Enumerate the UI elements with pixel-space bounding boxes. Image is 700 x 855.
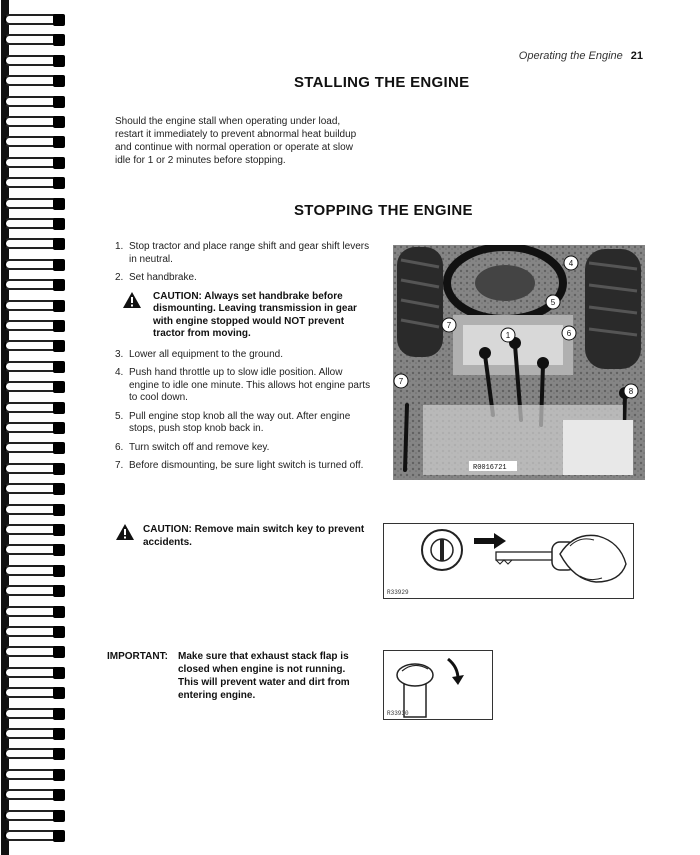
step-text: Lower all equipment to the ground. <box>129 348 283 360</box>
binding-coil <box>4 504 68 516</box>
punch-hole <box>53 198 65 210</box>
header-section: Operating the Engine <box>518 50 623 62</box>
callout-label: 1 <box>505 331 511 340</box>
exhaust-flap-illustration <box>384 651 492 719</box>
punch-hole <box>53 463 65 475</box>
binding-coil <box>4 769 68 781</box>
punch-hole <box>53 708 65 720</box>
callout-label: 7 <box>446 321 452 330</box>
binding-coil <box>4 361 68 373</box>
punch-hole <box>53 300 65 312</box>
running-header <box>519 50 643 62</box>
caution-text: CAUTION: Always set handbrake before dismounting. Leaving transmission in gear with engine stopped would NOT prevent tractor from moving. <box>153 290 357 339</box>
step-item <box>115 411 373 436</box>
important-text: Make sure that exhaust stack flap is closed when engine is not running. This will prevent water and dirt from entering engine. <box>178 651 350 701</box>
tractor-illustration <box>393 245 645 480</box>
figure-code: R33930 <box>387 710 409 717</box>
punch-hole <box>53 14 65 26</box>
stalling-paragraph <box>115 115 373 167</box>
punch-hole <box>53 667 65 679</box>
binding-coil <box>4 789 68 801</box>
punch-hole <box>53 34 65 46</box>
punch-hole <box>53 116 65 128</box>
punch-hole <box>53 565 65 577</box>
handbrake-caution <box>115 291 373 341</box>
warning-triangle-icon <box>122 291 142 309</box>
binding-coil <box>4 381 68 393</box>
punch-hole <box>53 361 65 373</box>
binding-coil <box>4 748 68 760</box>
exhaust-flap-figure <box>383 650 493 720</box>
binding-coil <box>4 728 68 740</box>
punch-hole <box>53 55 65 67</box>
callout-label: 6 <box>566 329 572 338</box>
binding-coil <box>4 279 68 291</box>
callout-label: 7 <box>398 377 404 386</box>
binding-coil <box>4 340 68 352</box>
step-item <box>115 272 373 285</box>
punch-hole <box>53 789 65 801</box>
binding-coil <box>4 75 68 87</box>
binding-coil <box>4 157 68 169</box>
step-number: 1. <box>115 241 124 252</box>
key-removal-figure <box>383 523 634 599</box>
binding-coil <box>4 177 68 189</box>
figure-code: R33929 <box>387 589 409 596</box>
punch-hole <box>53 218 65 230</box>
stopping-heading: STOPPING THE ENGINE <box>294 202 473 219</box>
binding-coil <box>4 55 68 67</box>
binding-coil <box>4 606 68 618</box>
binding-coil <box>4 524 68 536</box>
punch-hole <box>53 544 65 556</box>
binding-coil <box>4 687 68 699</box>
spiral-binding <box>0 0 72 855</box>
stalling-line: idle for 1 or 2 minutes before stopping. <box>115 155 286 166</box>
tractor-controls-photo <box>393 245 645 480</box>
binding-coil <box>4 442 68 454</box>
warning-triangle-icon <box>115 523 135 541</box>
binding-coil <box>4 585 68 597</box>
binding-coil <box>4 259 68 271</box>
step-number: 2. <box>115 272 124 283</box>
binding-coil <box>4 626 68 638</box>
punch-hole <box>53 728 65 740</box>
step-text: Before dismounting, be sure light switch is turned off. <box>129 460 364 471</box>
step-number: 5. <box>115 410 124 422</box>
page-number: 21 <box>630 50 643 62</box>
binding-coil <box>4 136 68 148</box>
step-item <box>115 460 373 473</box>
binding-coil <box>4 96 68 108</box>
step-number: 6. <box>115 441 124 453</box>
punch-hole <box>53 504 65 516</box>
punch-hole <box>53 157 65 169</box>
callout-label: 8 <box>628 387 634 396</box>
binding-coil <box>4 810 68 822</box>
punch-hole <box>53 422 65 434</box>
binding-coil <box>4 708 68 720</box>
punch-hole <box>53 748 65 760</box>
punch-hole <box>53 769 65 781</box>
binding-coil <box>4 14 68 26</box>
key-illustration <box>384 524 633 598</box>
binding-coil <box>4 483 68 495</box>
stopping-steps <box>115 241 373 479</box>
punch-hole <box>53 585 65 597</box>
punch-hole <box>53 238 65 250</box>
caution-text: CAUTION: Remove main switch key to prevent accidents. <box>143 524 365 548</box>
binding-coil <box>4 544 68 556</box>
punch-hole <box>53 136 65 148</box>
step-item <box>115 367 373 405</box>
punch-hole <box>53 320 65 332</box>
step-text: Turn switch off and remove key. <box>129 441 270 453</box>
punch-hole <box>53 646 65 658</box>
binding-coil <box>4 422 68 434</box>
callout-label: 4 <box>568 259 574 268</box>
punch-hole <box>53 381 65 393</box>
binding-coil <box>4 402 68 414</box>
step-item <box>115 442 373 455</box>
step-text: Push hand throttle up to slow idle position. Allow engine to idle one minute. This allows hot engine parts to cool down. <box>129 367 371 403</box>
stalling-heading: STALLING THE ENGINE <box>294 74 470 91</box>
binding-coil <box>4 116 68 128</box>
punch-hole <box>53 606 65 618</box>
key-caution <box>115 523 365 549</box>
step-number: 7. <box>115 460 124 471</box>
punch-hole <box>53 483 65 495</box>
binding-coil <box>4 320 68 332</box>
punch-hole <box>53 259 65 271</box>
binding-coil <box>4 218 68 230</box>
punch-hole <box>53 626 65 638</box>
punch-hole <box>53 402 65 414</box>
binding-coil <box>4 667 68 679</box>
binding-coil <box>4 646 68 658</box>
punch-hole <box>53 442 65 454</box>
punch-hole <box>53 96 65 108</box>
figure-code: R0016721 <box>473 464 507 472</box>
step-number: 4. <box>115 367 124 378</box>
binding-coil <box>4 300 68 312</box>
callout-label: 5 <box>550 298 556 307</box>
punch-hole <box>53 524 65 536</box>
punch-hole <box>53 340 65 352</box>
step-text: Pull engine stop knob all the way out. After engine stops, push stop knob back in. <box>129 410 351 434</box>
step-number: 3. <box>115 348 124 360</box>
binding-coil <box>4 463 68 475</box>
stalling-line: restart it immediately to prevent abnormal heat buildup <box>115 129 357 140</box>
stalling-line: Should the engine stall when operating under load, <box>115 116 341 127</box>
punch-hole <box>53 830 65 842</box>
punch-hole <box>53 687 65 699</box>
step-text: Set handbrake. <box>129 272 197 283</box>
binding-coil <box>4 198 68 210</box>
punch-hole <box>53 810 65 822</box>
binding-coil <box>4 565 68 577</box>
binding-coil <box>4 830 68 842</box>
punch-hole <box>53 75 65 87</box>
important-label: IMPORTANT: <box>107 651 168 662</box>
binding-coil <box>4 34 68 46</box>
step-text: Stop tractor and place range shift and gear shift levers in neutral. <box>129 241 370 265</box>
stalling-line: and continue with normal operation or operate at slow <box>115 142 353 153</box>
step-item <box>115 349 373 362</box>
step-item <box>115 241 373 266</box>
binding-coil <box>4 238 68 250</box>
punch-hole <box>53 279 65 291</box>
punch-hole <box>53 177 65 189</box>
